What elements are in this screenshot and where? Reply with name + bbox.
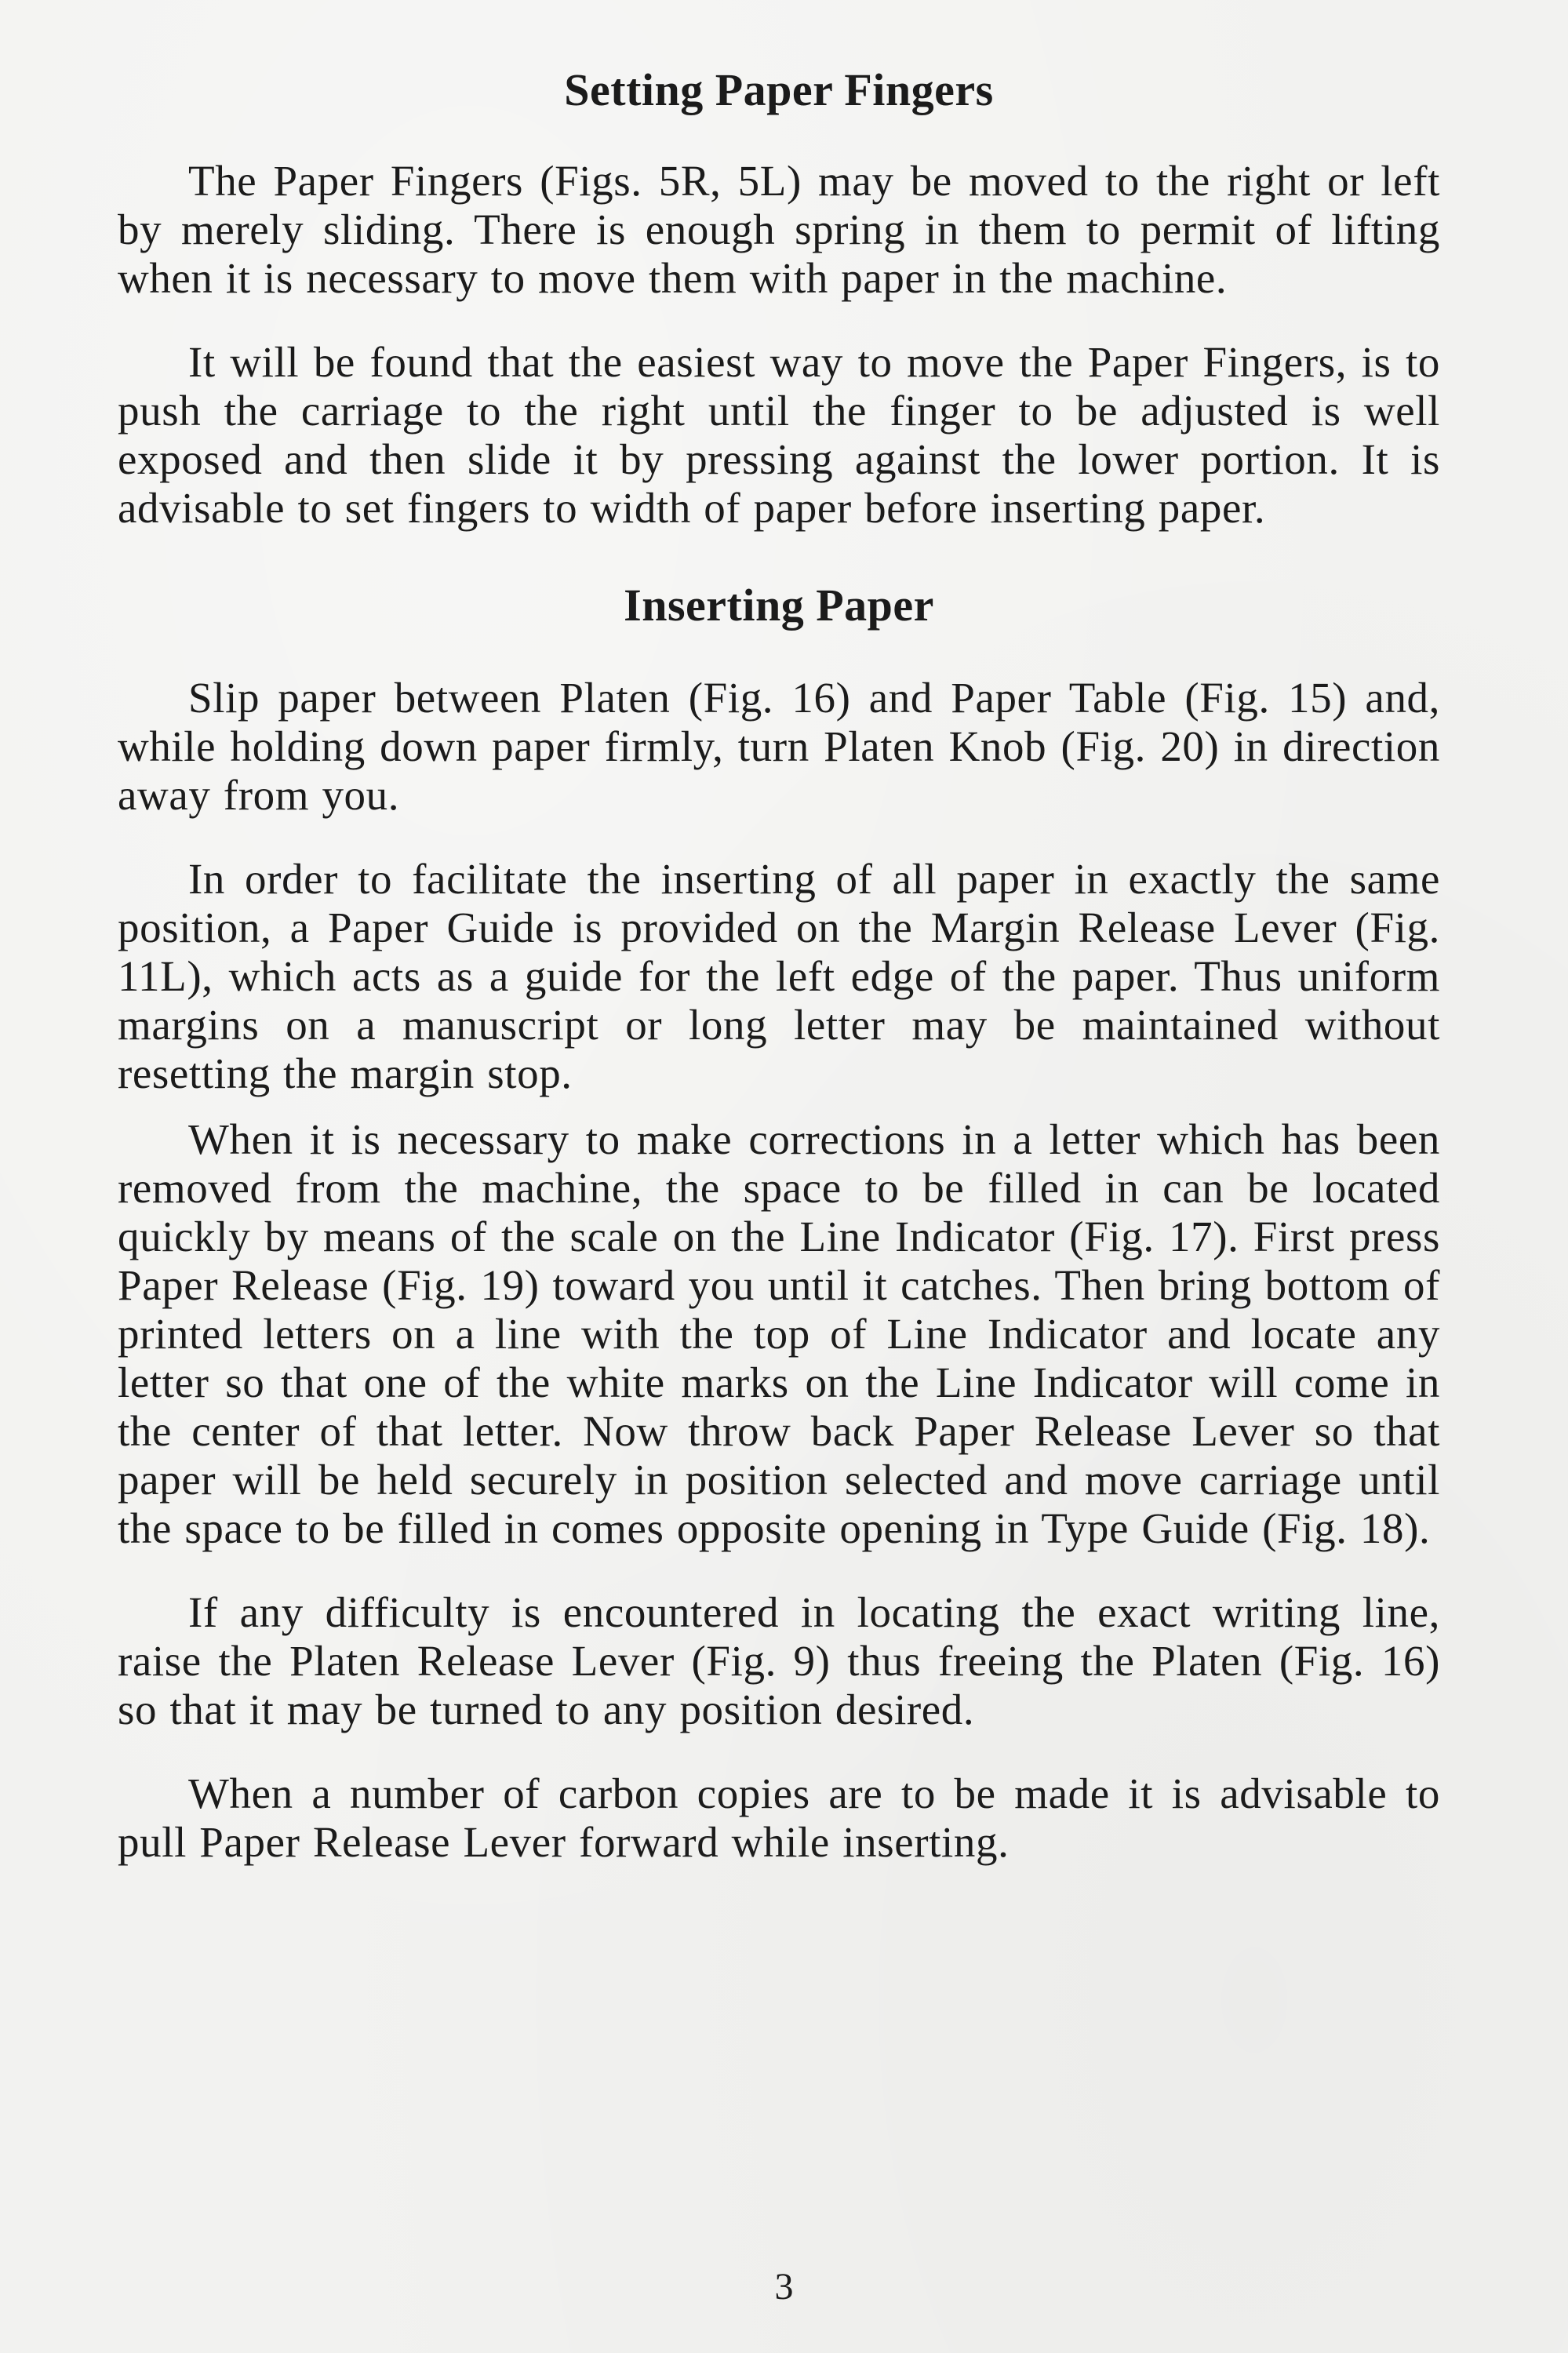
page-number: 3 <box>774 2266 794 2308</box>
paragraph: When it is necessary to make corrections in a letter which has been removed from the machine, the space to be filled in can be located quickly by means of the scale on the Line Indicator (Fig. 17). First press Paper Release (Fig. 19) toward you until it catches. Then bring bottom of printed letters on a line with the top of Line Indicator and locate any letter so that one of the white marks on the Line Indicator will come in the center of that letter. Now throw back Paper Release Lever so that paper will be held securely in position selected and move carriage until the space to be filled in comes opposite opening in Type Guide (Fig. 18). <box>118 1115 1440 1552</box>
paragraph: When a number of carbon copies are to be made it is advisable to pull Paper Release Lever forward while inserting. <box>118 1769 1440 1866</box>
page-content <box>118 63 1440 1867</box>
section-heading-setting-paper-fingers: Setting Paper Fingers <box>564 64 994 115</box>
section-heading-inserting-paper: Inserting Paper <box>624 580 934 631</box>
paragraph: Slip paper between Platen (Fig. 16) and Paper Table (Fig. 15) and, while holding down paper firmly, turn Platen Knob (Fig. 20) in direction away from you. <box>118 674 1440 819</box>
paragraph: It will be found that the easiest way to move the Paper Fingers, is to push the carriage to the right until the finger to be adjusted is well exposed and then slide it by pressing against the lower portion. It is advisable to set fingers to width of paper before inserting paper. <box>118 338 1440 532</box>
paragraph: The Paper Fingers (Figs. 5R, 5L) may be moved to the right or left by merely sliding. There is enough spring in them to permit of lifting when it is necessary to move them with paper in the machine. <box>118 157 1440 302</box>
paragraph: In order to facilitate the inserting of all paper in exactly the same position, a Paper Guide is provided on the Margin Release Lever (Fig. 11L), which acts as a guide for the left edge of the paper. Thus uniform margins on a manuscript or long letter may be maintained without resetting the margin stop. <box>118 855 1440 1097</box>
paragraph: If any difficulty is encountered in locating the exact writing line, raise the Platen Release Lever (Fig. 9) thus freeing the Platen (Fig. 16) so that it may be turned to any position desired. <box>118 1588 1440 1733</box>
